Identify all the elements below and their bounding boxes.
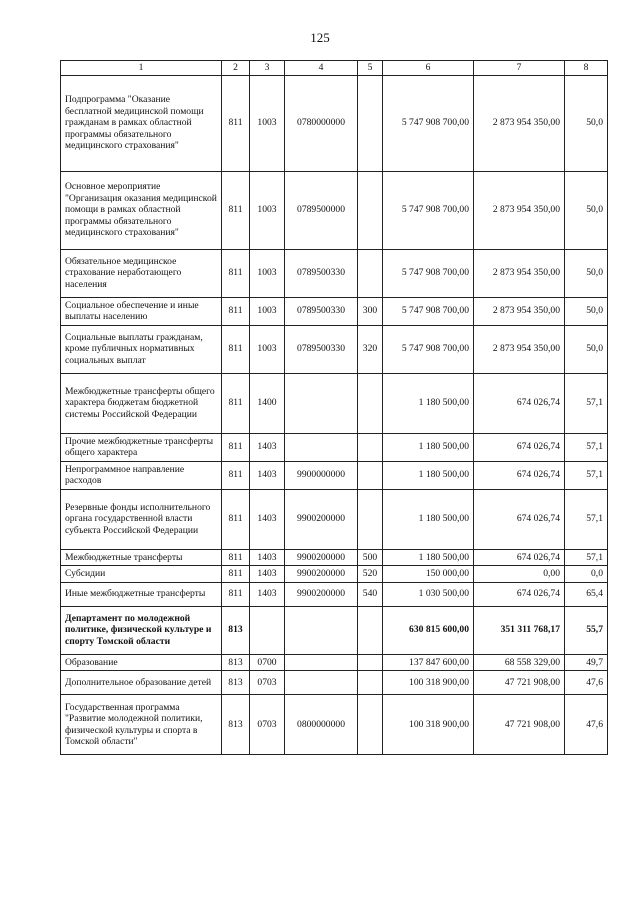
planned-amount-cell: 630 815 600,00 — [383, 606, 474, 654]
column-header: 7 — [474, 61, 565, 76]
ministry-code-cell: 811 — [222, 549, 250, 566]
section-code-cell: 1003 — [250, 297, 285, 325]
expense-type-cell — [358, 606, 383, 654]
table-row — [61, 566, 608, 583]
section-code-cell: 1403 — [250, 433, 285, 461]
executed-amount-cell: 674 026,74 — [474, 433, 565, 461]
executed-amount-cell: 2 873 954 350,00 — [474, 171, 565, 249]
row-name-cell: Социальные выплаты гражданам, кроме публичных нормативных социальных выплат — [61, 325, 222, 373]
row-name-cell: Непрограммное направление расходов — [61, 461, 222, 489]
ministry-code-cell: 811 — [222, 297, 250, 325]
table-row — [61, 606, 608, 654]
section-code-cell: 1003 — [250, 325, 285, 373]
row-name-cell: Прочие межбюджетные трансферты общего характера — [61, 433, 222, 461]
row-name-cell: Межбюджетные трансферты общего характера бюджетам бюджетной системы Российской Федерации — [61, 373, 222, 433]
executed-amount-cell: 674 026,74 — [474, 582, 565, 606]
row-name-cell: Иные межбюджетные трансферты — [61, 582, 222, 606]
expense-type-cell: 500 — [358, 549, 383, 566]
section-code-cell: 0703 — [250, 671, 285, 695]
planned-amount-cell: 100 318 900,00 — [383, 695, 474, 755]
row-name-cell: Основное мероприятие "Организация оказания медицинской помощи в рамках областной программы обязательного медицинского страхования" — [61, 171, 222, 249]
planned-amount-cell: 1 180 500,00 — [383, 433, 474, 461]
row-name-cell: Дополнительное образование детей — [61, 671, 222, 695]
table-header-row — [61, 61, 608, 76]
section-code-cell — [250, 606, 285, 654]
executed-amount-cell: 674 026,74 — [474, 489, 565, 549]
section-code-cell: 1003 — [250, 171, 285, 249]
expense-type-cell — [358, 671, 383, 695]
ministry-code-cell: 811 — [222, 373, 250, 433]
execution-percent-cell: 0,0 — [565, 566, 608, 583]
target-article-cell: 0780000000 — [285, 75, 358, 171]
row-name-cell: Подпрограмма "Оказание бесплатной медицинской помощи гражданам в рамках областной программы обязательного медицинского страхования" — [61, 75, 222, 171]
target-article-cell — [285, 373, 358, 433]
target-article-cell: 0789500330 — [285, 325, 358, 373]
table-row — [61, 549, 608, 566]
execution-percent-cell: 55,7 — [565, 606, 608, 654]
executed-amount-cell: 2 873 954 350,00 — [474, 75, 565, 171]
executed-amount-cell: 68 558 329,00 — [474, 654, 565, 671]
planned-amount-cell: 100 318 900,00 — [383, 671, 474, 695]
ministry-code-cell: 811 — [222, 433, 250, 461]
section-code-cell: 0703 — [250, 695, 285, 755]
ministry-code-cell: 813 — [222, 695, 250, 755]
expense-type-cell: 300 — [358, 297, 383, 325]
expense-type-cell: 540 — [358, 582, 383, 606]
target-article-cell — [285, 654, 358, 671]
expense-type-cell — [358, 373, 383, 433]
table-row — [61, 461, 608, 489]
execution-percent-cell: 50,0 — [565, 297, 608, 325]
planned-amount-cell: 1 180 500,00 — [383, 461, 474, 489]
planned-amount-cell: 1 180 500,00 — [383, 489, 474, 549]
planned-amount-cell: 150 000,00 — [383, 566, 474, 583]
expense-type-cell: 520 — [358, 566, 383, 583]
target-article-cell: 9900000000 — [285, 461, 358, 489]
planned-amount-cell: 1 180 500,00 — [383, 373, 474, 433]
target-article-cell: 9900200000 — [285, 549, 358, 566]
column-header: 4 — [285, 61, 358, 76]
section-code-cell: 1403 — [250, 489, 285, 549]
expense-type-cell — [358, 489, 383, 549]
ministry-code-cell: 811 — [222, 325, 250, 373]
expense-type-cell: 320 — [358, 325, 383, 373]
row-name-cell: Государственная программа "Развитие молодежной политики, физической культуры и спорта в Томской области" — [61, 695, 222, 755]
execution-percent-cell: 50,0 — [565, 249, 608, 297]
table-row — [61, 297, 608, 325]
row-name-cell: Межбюджетные трансферты — [61, 549, 222, 566]
planned-amount-cell: 5 747 908 700,00 — [383, 249, 474, 297]
row-name-cell: Социальное обеспечение и иные выплаты населению — [61, 297, 222, 325]
execution-percent-cell: 50,0 — [565, 75, 608, 171]
target-article-cell: 0800000000 — [285, 695, 358, 755]
table-row — [61, 325, 608, 373]
planned-amount-cell: 1 180 500,00 — [383, 549, 474, 566]
planned-amount-cell: 5 747 908 700,00 — [383, 297, 474, 325]
column-header: 8 — [565, 61, 608, 76]
row-name-cell: Обязательное медицинское страхование неработающего населения — [61, 249, 222, 297]
table-row — [61, 171, 608, 249]
target-article-cell: 9900200000 — [285, 489, 358, 549]
execution-percent-cell: 57,1 — [565, 489, 608, 549]
page-number: 125 — [310, 30, 330, 45]
column-header: 3 — [250, 61, 285, 76]
executed-amount-cell: 47 721 908,00 — [474, 671, 565, 695]
table-row — [61, 582, 608, 606]
table-row — [61, 695, 608, 755]
planned-amount-cell: 137 847 600,00 — [383, 654, 474, 671]
execution-percent-cell: 50,0 — [565, 171, 608, 249]
table-row — [61, 654, 608, 671]
executed-amount-cell: 2 873 954 350,00 — [474, 249, 565, 297]
ministry-code-cell: 813 — [222, 606, 250, 654]
executed-amount-cell: 47 721 908,00 — [474, 695, 565, 755]
executed-amount-cell: 674 026,74 — [474, 461, 565, 489]
section-code-cell: 0700 — [250, 654, 285, 671]
table-row — [61, 489, 608, 549]
target-article-cell: 0789500000 — [285, 171, 358, 249]
budget-table — [60, 60, 608, 755]
executed-amount-cell: 0,00 — [474, 566, 565, 583]
target-article-cell — [285, 671, 358, 695]
target-article-cell: 9900200000 — [285, 566, 358, 583]
ministry-code-cell: 811 — [222, 461, 250, 489]
planned-amount-cell: 5 747 908 700,00 — [383, 75, 474, 171]
ministry-code-cell: 811 — [222, 566, 250, 583]
executed-amount-cell: 2 873 954 350,00 — [474, 325, 565, 373]
target-article-cell: 0789500330 — [285, 249, 358, 297]
execution-percent-cell: 49,7 — [565, 654, 608, 671]
section-code-cell: 1003 — [250, 75, 285, 171]
ministry-code-cell: 811 — [222, 171, 250, 249]
table-row — [61, 249, 608, 297]
expense-type-cell — [358, 249, 383, 297]
table-row — [61, 433, 608, 461]
execution-percent-cell: 50,0 — [565, 325, 608, 373]
section-code-cell: 1403 — [250, 461, 285, 489]
execution-percent-cell: 57,1 — [565, 373, 608, 433]
ministry-code-cell: 813 — [222, 654, 250, 671]
expense-type-cell — [358, 171, 383, 249]
expense-type-cell — [358, 654, 383, 671]
expense-type-cell — [358, 75, 383, 171]
execution-percent-cell: 57,1 — [565, 461, 608, 489]
section-code-cell: 1400 — [250, 373, 285, 433]
section-code-cell: 1003 — [250, 249, 285, 297]
expense-type-cell — [358, 433, 383, 461]
target-article-cell: 9900200000 — [285, 582, 358, 606]
expense-type-cell — [358, 461, 383, 489]
row-name-cell: Резервные фонды исполнительного органа государственной власти субъекта Российской Федерации — [61, 489, 222, 549]
ministry-code-cell: 811 — [222, 249, 250, 297]
execution-percent-cell: 47,6 — [565, 671, 608, 695]
column-header: 1 — [61, 61, 222, 76]
execution-percent-cell: 47,6 — [565, 695, 608, 755]
target-article-cell — [285, 433, 358, 461]
section-code-cell: 1403 — [250, 549, 285, 566]
planned-amount-cell: 5 747 908 700,00 — [383, 171, 474, 249]
ministry-code-cell: 813 — [222, 671, 250, 695]
executed-amount-cell: 2 873 954 350,00 — [474, 297, 565, 325]
execution-percent-cell: 57,1 — [565, 549, 608, 566]
column-header: 5 — [358, 61, 383, 76]
ministry-code-cell: 811 — [222, 582, 250, 606]
table-row — [61, 75, 608, 171]
row-name-cell: Департамент по молодежной политике, физической культуре и спорту Томской области — [61, 606, 222, 654]
row-name-cell: Образование — [61, 654, 222, 671]
planned-amount-cell: 5 747 908 700,00 — [383, 325, 474, 373]
executed-amount-cell: 674 026,74 — [474, 549, 565, 566]
planned-amount-cell: 1 030 500,00 — [383, 582, 474, 606]
execution-percent-cell: 57,1 — [565, 433, 608, 461]
section-code-cell: 1403 — [250, 566, 285, 583]
target-article-cell — [285, 606, 358, 654]
execution-percent-cell: 65,4 — [565, 582, 608, 606]
expense-type-cell — [358, 695, 383, 755]
table-row — [61, 671, 608, 695]
row-name-cell: Субсидии — [61, 566, 222, 583]
target-article-cell: 0789500330 — [285, 297, 358, 325]
ministry-code-cell: 811 — [222, 489, 250, 549]
section-code-cell: 1403 — [250, 582, 285, 606]
column-header: 6 — [383, 61, 474, 76]
table-row — [61, 373, 608, 433]
executed-amount-cell: 674 026,74 — [474, 373, 565, 433]
ministry-code-cell: 811 — [222, 75, 250, 171]
column-header: 2 — [222, 61, 250, 76]
executed-amount-cell: 351 311 768,17 — [474, 606, 565, 654]
